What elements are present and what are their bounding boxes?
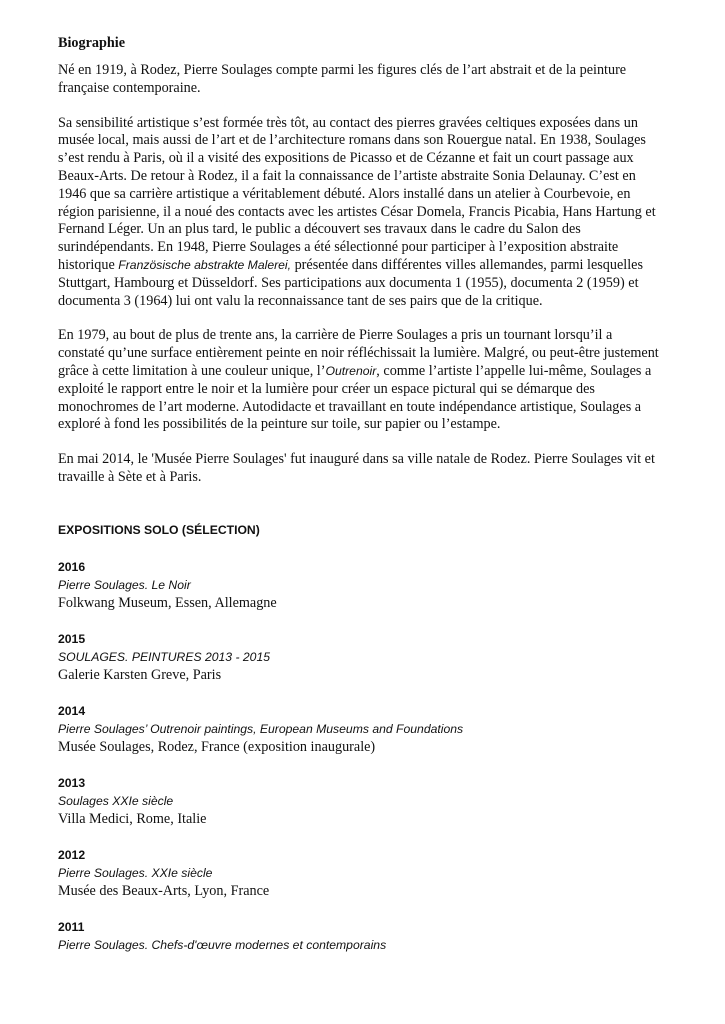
exposition-entry bbox=[58, 630, 660, 684]
biography-paragraph-3-text-end: , comme l’artiste l’appelle lui-même, Soulages a exploité le rapport entre le noir et la lumière pour créer un espace pictural qui se démarque des monochromes de l’art moderne. Autodidacte et travaillant en toute indépendance artistique, Soulages a exploré à fond les possibilités de la peinture sur toile, sur papier ou l’estampe. bbox=[58, 362, 652, 433]
exposition-year: 2013 bbox=[58, 775, 86, 790]
exposition-year: 2016 bbox=[58, 559, 86, 574]
exhibition-title-italic: Französische abstrakte Malerei, bbox=[118, 257, 292, 272]
biography-paragraph-3 bbox=[58, 327, 660, 434]
exposition-venue: Musée Soulages, Rodez, France (exposition inaugurale) bbox=[58, 738, 376, 755]
biography-paragraph-2-text-end: présentée dans différentes villes allemandes, parmi lesquelles Stuttgart, Hambourg et Düsseldorf. Ses participations aux documenta 1 (1955), documenta 2 (1959) et documenta 3 (1964) lui ont valu la reconnaissance tant de ses pairs que de la critique. bbox=[58, 256, 643, 309]
exposition-entry bbox=[58, 846, 660, 900]
exposition-entry bbox=[58, 774, 660, 828]
exposition-year: 2012 bbox=[58, 847, 86, 862]
exposition-entry bbox=[58, 918, 660, 954]
exposition-title: Pierre Soulages. Le Noir bbox=[58, 577, 191, 592]
exposition-title: Pierre Soulages’ Outrenoir paintings, European Museums and Foundations bbox=[58, 721, 464, 736]
biography-title: Biographie bbox=[58, 35, 126, 51]
biography-paragraph-2 bbox=[58, 115, 660, 311]
exposition-title: Pierre Soulages. Chefs-d'œuvre modernes et contemporains bbox=[58, 937, 387, 952]
exposition-year: 2014 bbox=[58, 703, 86, 718]
expositions-section-title: EXPOSITIONS SOLO (SÉLECTION) bbox=[58, 522, 260, 537]
biography-paragraph-3-text: En 1979, au bout de plus de trente ans, la carrière de Pierre Soulages a pris un tournant lorsqu’il a constaté qu’une surface entièrement peinte en noir réfléchissait la lumière. Malgré, ou peut-être justement grâce à cette limitation à une couleur unique, l’ bbox=[58, 327, 659, 379]
exposition-venue: Musée des Beaux-Arts, Lyon, France bbox=[58, 882, 270, 899]
exposition-entry bbox=[58, 702, 660, 756]
document-page bbox=[58, 34, 660, 972]
exposition-year: 2015 bbox=[58, 631, 86, 646]
exposition-venue: Folkwang Museum, Essen, Allemagne bbox=[58, 594, 277, 611]
biography-paragraph-4: En mai 2014, le 'Musée Pierre Soulages' fut inauguré dans sa ville natale de Rodez. Pierre Soulages vit et travaille à Sète et à Paris. bbox=[58, 451, 655, 485]
exposition-entry bbox=[58, 558, 660, 612]
exposition-venue: Villa Medici, Rome, Italie bbox=[58, 810, 207, 827]
biography-paragraph-1: Né en 1919, à Rodez, Pierre Soulages compte parmi les figures clés de l’art abstrait et de la peinture française contemporaine. bbox=[58, 62, 627, 96]
outrenoir-term-italic: Outrenoir bbox=[325, 363, 377, 378]
exposition-year: 2011 bbox=[58, 919, 85, 934]
exposition-title: SOULAGES. PEINTURES 2013 - 2015 bbox=[58, 649, 271, 664]
exposition-title: Soulages XXIe siècle bbox=[58, 793, 174, 808]
exposition-venue: Galerie Karsten Greve, Paris bbox=[58, 666, 222, 683]
exposition-title: Pierre Soulages. XXIe siècle bbox=[58, 865, 213, 880]
biography-paragraph-2-text: Sa sensibilité artistique s’est formée très tôt, au contact des pierres gravées celtiques exposées dans un musée local, mais aussi de l’art et de l’architecture romans dans son Rouergue natal. En 1938, Soulages s’est rendu à Paris, où il a visité des expositions de Picasso et de Cézanne et fait un court passage aux Beaux-Arts. De retour à Rodez, il a fait la connaissance de l’artiste abstraite Sonia Delaunay. C’est en 1946 que sa carrière artistique a véritablement débuté. Alors installé dans un atelier à Courbevoie, en région parisienne, il a noué des contacts avec les artistes César Domela, Francis Picabia, Hans Hartung et Fernand Léger. Un an plus tard, le public a découvert ses travaux dans le cadre du Salon des surindépendants. En 1948, Pierre Soulages a été sélectionné pour participer à l’exposition abstraite historique bbox=[58, 114, 656, 273]
